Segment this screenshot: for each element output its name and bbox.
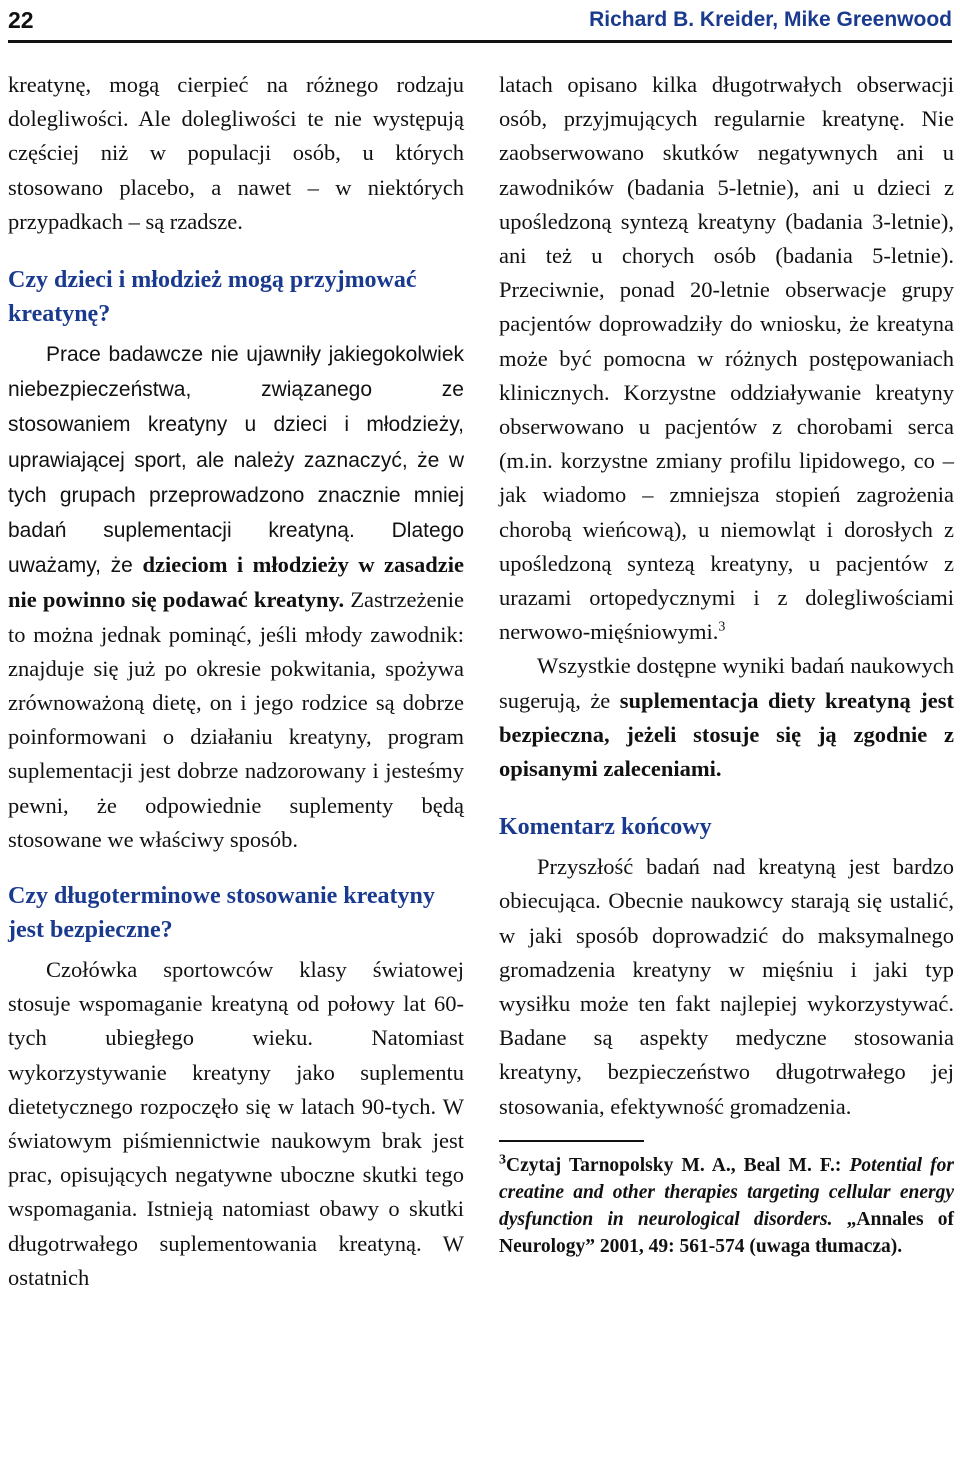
section-heading-conclusion: Komentarz końcowy [499, 814, 712, 841]
running-header-authors: Richard B. Kreider, Mike Greenwood [589, 8, 952, 31]
footnote-text-b: „Annales of Neurology” 2001, 49: 561-574 (uwaga tłumacza). [499, 1208, 955, 1257]
paragraph-longterm: Czołówka sportowców klasy światowej stosuje wspomaganie kreatyną od połowy lat 60-tych ubiegłego wieku. Natomiast wykorzystywanie kreatyny jako suplementu dietetycznego rozpoczęło się w latach 90-tych. W światowym piśmiennictwie naukowym brak jest prac, opisujących negatywne uboczne skutki tego wspomagania. Istnieją natomiast obawy o skutki długotrwałego suplementowania kreatyną. W ostatnich [8, 957, 464, 1290]
header-rule [8, 40, 952, 43]
running-header [8, 0, 952, 40]
right-column [499, 68, 954, 1260]
paragraph-continuation: kreatynę, mogą cierpieć na różnego rodzaju dolegliwości. Ale dolegliwości te nie występują częściej niż w populacji osób, u których stosowano placebo, a nawet – w niektórych przypadkach – są rzadsze. [8, 72, 464, 234]
footnote-rule [499, 1140, 644, 1142]
paragraph-children [8, 337, 464, 857]
footnote [499, 1152, 954, 1260]
footnote-title: Potential for creatine and other therapies targeting cellular energy dysfunction in neurological disorders. [499, 1154, 954, 1230]
paragraph-longterm-continued-text: latach opisano kilka długotrwałych obserwacji osób, przyjmujących regularnie kreatynę. Nie zaobserwowano skutków negatywnych ani u zawodników (badania 5-letnie), ani u dzieci z upośledzoną syntezą kreatyny (badania 3-letnie), ani też u chorych osób (badania 5-letnie). Przeciwnie, ponad 20-letnie obserwacje grupy pacjentów doprowadziły do wniosku, że kreatyna może być pomocna w różnych postępowaniach klinicznych. Korzystne oddziaływanie kreatyny obserwowano u pacjentów z chorobami serca (m.in. korzystne zmiany profilu lipidowego, co – jak wiadomo – zmniejsza stopień zagrożenia chorobą wieńcową), u niemowląt i dorosłych z upośledzoną syntezą kreatyny, u pacjentów z urazami ortopedycznymi i z dolegliwościami nerwowo-mięśniowymi. [499, 72, 954, 645]
paragraph-safety-emphasis: suplementacja diety kreatyną jest bezpieczna, jeżeli stosuje się ją zgodnie z opisanymi zaleceniami. [499, 687, 954, 782]
section-heading-children: Czy dzieci i młodzież mogą przyjmować kreatynę? [8, 267, 417, 328]
paragraph-children-text-a: Prace badawcze nie ujawniły jakiegokolwiek niebezpieczeństwa, związanego ze stosowaniem kreatyny u dzieci i młodzieży, uprawiającej sport, ale należy zaznaczyć, że w tych grupach przeprowadzono znacznie mniej badań suplementacji kreatyną. Dlatego uważamy, że [8, 343, 464, 578]
paragraph-children-text-b: Zastrzeżenie to można jednak pominąć, jeśli młody zawodnik: znajduje się już po okresie pokwitania, spożywa zrównoważoną dietę, on i jego rodzice są dobrze poinformowani o działaniu kreatyny, program suplementacji jest dobrze nadzorowany i jesteśmy pewni, że odpowiednie suplementy będą stosowane we właściwy sposób. [8, 587, 464, 852]
footnote-reference: 3 [718, 619, 726, 635]
paragraph-safety-text: Wszystkie dostępne wyniki badań naukowych sugerują, że [499, 653, 954, 713]
left-column [8, 68, 464, 1295]
footnote-number: 3 [499, 1152, 506, 1168]
paragraph-safety-summary [499, 649, 954, 786]
footnote-text-a: Czytaj Tarnopolsky M. A., Beal M. F.: [506, 1154, 850, 1176]
page-number: 22 [8, 6, 34, 33]
section-heading-longterm: Czy długoterminowe stosowanie kreatyny jest bezpieczne? [8, 883, 435, 944]
paragraph-longterm-continued [499, 68, 954, 649]
paragraph-children-emphasis: dzieciom i młodzieży w zasadzie nie powinno się podawać kreatyny. [8, 552, 465, 613]
paragraph-conclusion: Przyszłość badań nad kreatyną jest bardzo obiecująca. Obecnie naukowcy starają się ustalić, w jaki sposób doprowadzić do maksymalnego gromadzenia kreatyny w mięśniu i jaki typ wysiłku może ten fakt najlepiej wykorzystywać. Badane są aspekty medyczne stosowania kreatyny, bezpieczeństwo długotrwałego jej stosowania, efektywność gromadzenia. [499, 854, 954, 1119]
